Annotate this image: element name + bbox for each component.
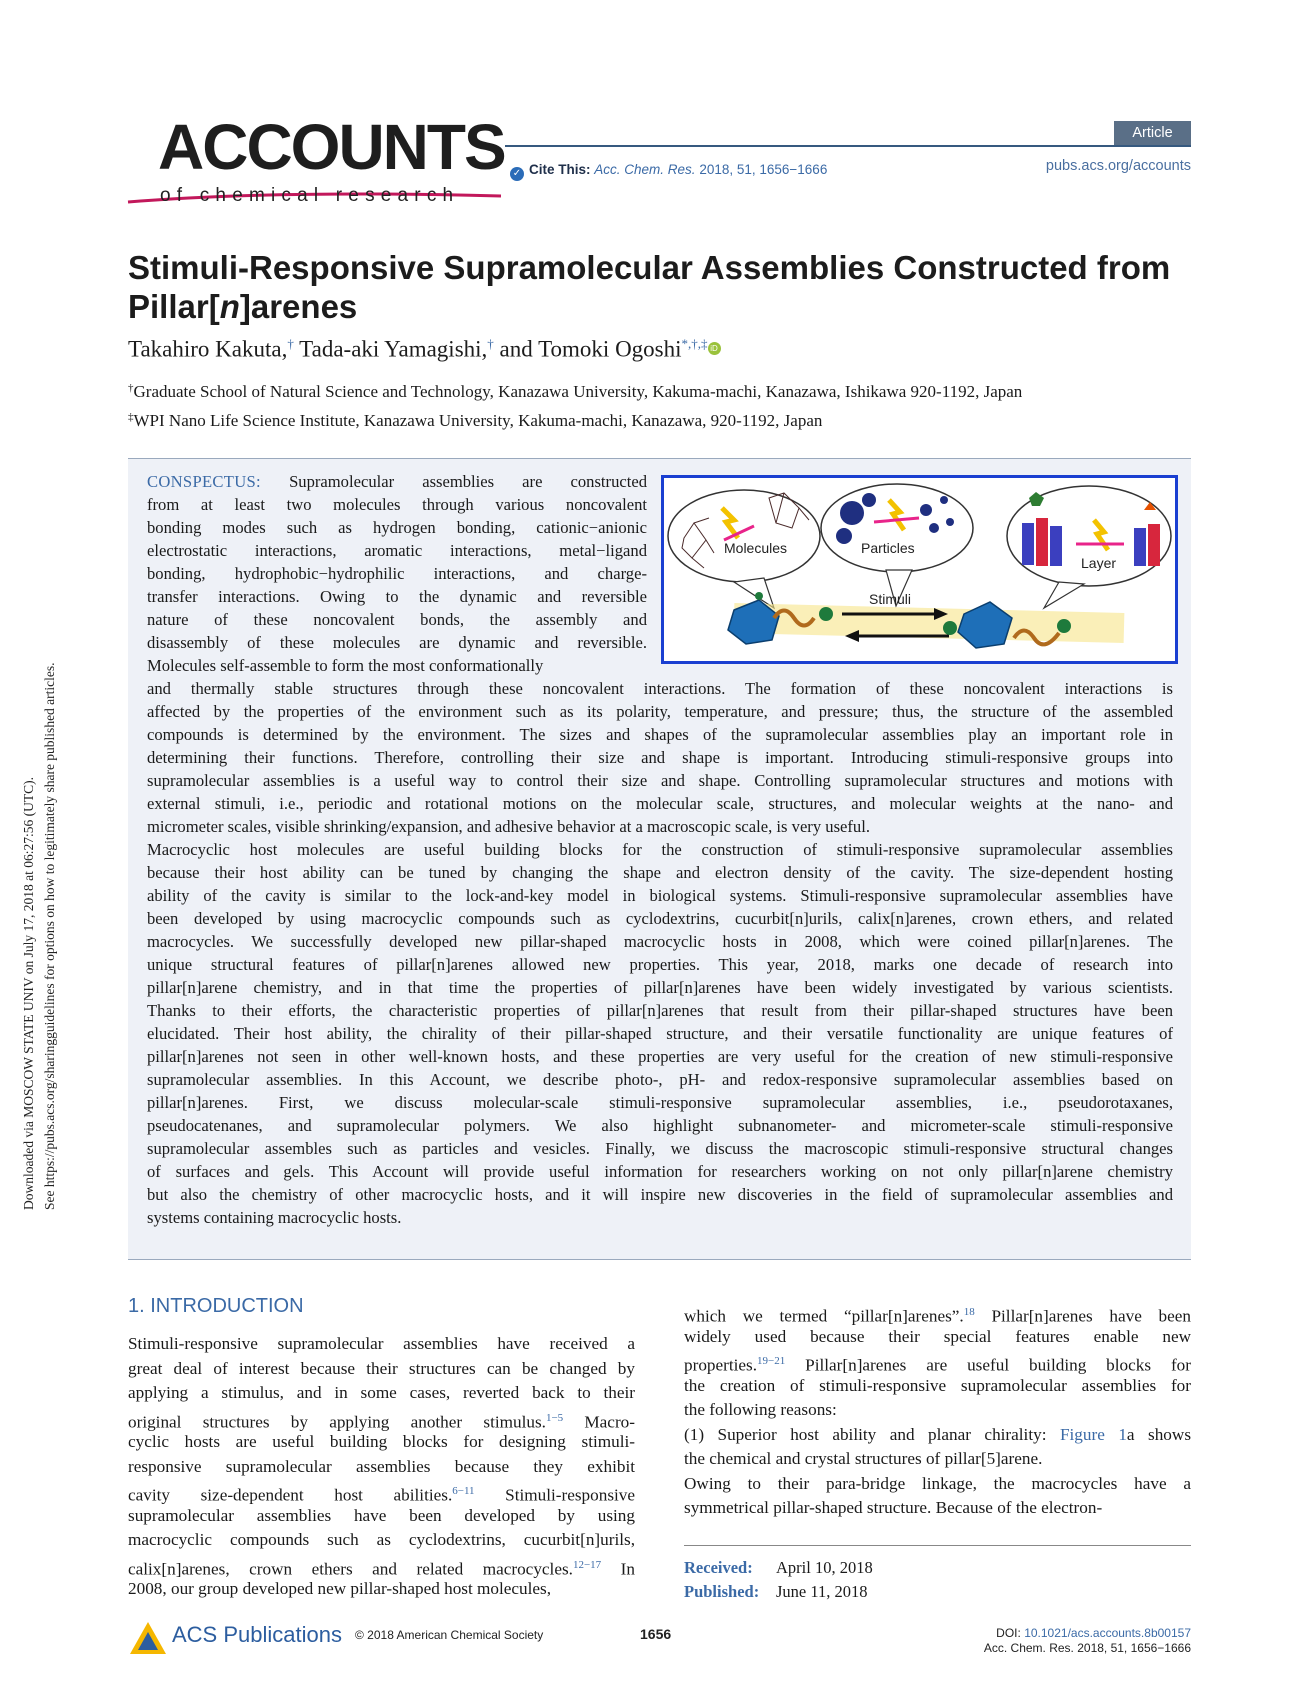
citation-reference[interactable]: 6−11 [452,1485,475,1497]
toc-label-layer: Layer [1081,555,1117,571]
conspectus-line: CONSPECTUS: Supramolecular assemblies are constructed [147,472,648,491]
journal-logo-subtitle: of chemical research [160,185,460,206]
page-number: 1656 [640,1626,672,1642]
conspectus-line: from at least two molecules through various noncovalent [147,495,647,514]
intro-left-line: supramolecular assemblies have been developed by using [128,1505,635,1525]
author-3: and Tomoki Ogoshi [499,336,682,362]
conspectus-line: supramolecular assemblies is a useful way to control their size and shape. Controlling supramolecular structures and motions with [147,771,1173,790]
conspectus-line: external stimuli, i.e., periodic and rotational motions on the molecular scale, structures, and molecular weights at the nano- and [147,794,1173,813]
doi-block: DOI: 10.1021/acs.accounts.8b00157 Acc. Chem. Res. 2018, 51, 1656−1666 [983,1626,1191,1655]
check-icon: ✓ [510,167,524,181]
conspectus-line: macrocycles. We successfully developed new pillar-shaped macrocyclic hosts in 2008, which were coined pillar[n]arenes. The [147,932,1173,951]
conspectus-line: supramolecular assembles such as particles and vesicles. Finally, we discuss the macroscopic stimuli-responsive structural changes [147,1139,1173,1158]
author-1-mark: † [287,336,294,351]
conspectus-line: compounds is determined by the environment. The sizes and shapes of the supramolecular assemblies play an important role in [147,725,1173,744]
cite-this[interactable] [510,160,827,181]
intro-right-line: the following reasons: [684,1400,837,1419]
intro-right-line: Owing to their para-bridge linkage, the macrocycles have a [684,1473,1191,1493]
acs-publications-logo-text: ACS Publications [172,1622,342,1647]
citation-reference[interactable]: 12−17 [572,1558,602,1571]
conspectus-line: but also the chemistry of other macrocyclic hosts, and it will inspire new discoveries in the field of supramolecular assemblies and [147,1185,1173,1204]
intro-left-line: original structures by applying another stimulus.$^{1-5}$ Macro- [128,1411,635,1432]
article-type-badge: Article [1114,121,1191,145]
intro-left-line: cavity size-dependent host abilities.$^{6-11}$ Stimuli-responsive [128,1485,636,1505]
intro-left-line: Stimuli-responsive supramolecular assemblies have received a [128,1334,635,1353]
conspectus-line: Molecules self-assemble to form the most conformationally [147,656,544,675]
intro-left-line: great deal of interest because their structures can be changed by [128,1358,635,1378]
journal-reference: Acc. Chem. Res. 2018, 51, 1656−1666 [983,1641,1191,1655]
title-line-2: Pillar[n]arenes [128,288,358,325]
author-3-mark: *,†,‡ [681,336,708,351]
doi-link[interactable]: 10.1021/acs.accounts.8b00157 [1024,1626,1191,1640]
citation-reference[interactable]: 1−5 [545,1411,564,1424]
conspectus-line: micrometer scales, visible shrinking/expansion, and adhesive behavior at a macroscopic scale, is very useful. [147,817,870,836]
conspectus-line: of surfaces and gels. This Account will provide useful information for researchers working on not only pillar[n]arene chemistry [147,1162,1173,1181]
conspectus-line: pseudocatenanes, and supramolecular polymers. We also highlight subnanometer- and micrometer-scale stimuli-responsive [147,1116,1173,1135]
conspectus-line: supramolecular assemblies. In this Account, we describe photo-, pH- and redox-responsive supramolecular assemblies based on [147,1070,1173,1089]
acs-logo-icon [128,1620,168,1660]
intro-right-line: widely used because their special features enable new [684,1326,1191,1346]
conspectus-line: pillar[n]arenes not seen in other well-known hosts, and these properties are very useful for the creation of new stimuli-responsive [147,1047,1173,1066]
toc-graphic [661,475,1178,664]
intro-left-line: 2008, our group developed new pillar-shaped host molecules, [128,1579,552,1598]
conspectus-lead: CONSPECTUS: [147,472,261,491]
published-date-row: Published: June 11, 2018 [684,1582,868,1601]
toc-label-stimuli: Stimuli [869,591,912,607]
conspectus-line: because their host ability can be tuned by changing the shape and electron density of the cavity. The size-dependent hosting [147,863,1173,882]
article-title [128,248,1188,326]
author-list [128,336,721,363]
conspectus-line: nature of these noncovalent bonds, the assembly and [147,610,647,629]
conspectus-line: Macrocyclic host molecules are useful building blocks for the construction of stimuli-responsive supramolecular assemblies [147,840,1173,859]
conspectus-line: been developed by using macrocyclic compounds such as cyclodextrins, cucurbit[n]urils, calix[n]arenes, crown ethers, and related [147,909,1173,928]
intro-right-line: properties.$^{19-21}$ Pillar[n]arenes are useful building blocks for [684,1355,1191,1375]
received-date-row: Received: April 10, 2018 [684,1558,873,1577]
header-rule [505,145,1191,147]
conspectus-line: Thanks to their efforts, the characteristic properties of pillar[n]arenes that result from their pillar-shaped structures have been [147,1001,1173,1020]
conspectus-line: bonding, hydrophobic−hydrophilic interactions, and charge- [147,564,647,583]
conspectus-line: pillar[n]arene chemistry, and in that time the properties of pillar[n]arenes have been widely investigated by various scientists. [147,978,1173,997]
orcid-icon[interactable]: iD [708,342,721,355]
cite-label: Cite This: [529,162,591,177]
cite-details: 2018, 51, 1656−1666 [699,162,828,177]
conspectus-line: bonding modes such as hydrogen bonding, cationic−anionic [147,518,647,537]
conspectus-line: elucidated. Their host ability, the chirality of their pillar-shaped structure, and their versatile functionality are unique features of [147,1024,1173,1043]
citation-reference[interactable]: 19−21 [757,1355,786,1367]
conspectus-line: determining their functions. Therefore, controlling their size and shape is important. Introducing stimuli-responsive groups into [147,748,1173,767]
intro-left-line: calix[n]arenes, crown ethers and related macrocycles.$^{12-17}$ In [128,1558,635,1579]
affiliation-2: ‡WPI Nano Life Science Institute, Kanazawa University, Kakuma-machi, Kanazawa, 920-1192, Japan [128,411,823,430]
conspectus-line: pillar[n]arenes. First, we discuss molecular-scale stimuli-responsive supramolecular assemblies, i.e., pseudorotaxanes, [147,1093,1173,1112]
intro-left-line: macrocyclic compounds such as cyclodextrins, cucurbit[n]urils, [128,1530,635,1549]
author-2: Tada-aki Yamagishi, [299,336,488,362]
citation-reference[interactable]: 18 [963,1306,975,1318]
conspectus-line: systems containing macrocyclic hosts. [147,1208,402,1227]
title-line-1: Stimuli-Responsive Supramolecular Assemblies Constructed from [128,249,1171,286]
conspectus-line: electrostatic interactions, aromatic interactions, metal−ligand [147,541,647,560]
download-note-line1: Downloaded via MOSCOW STATE UNIV on July 17, 2018 at 06:27:56 (UTC). [21,776,36,1210]
conspectus-line: and thermally stable structures through these noncovalent interactions. The formation of these noncovalent interactions is [147,679,1173,698]
author-2-mark: † [487,336,494,351]
conspectus-line: disassembly of these molecules are dynamic and reversible. [147,633,647,652]
intro-left-line: responsive supramolecular assemblies because they exhibit [128,1456,635,1476]
affiliation-1: †Graduate School of Natural Science and Technology, Kanazawa University, Kakuma-machi, Kanazawa, Ishikawa 920-1192, Japan [128,382,1023,401]
figure-reference-link[interactable]: Figure 1 [1059,1424,1127,1444]
intro-right-line: the chemical and crystal structures of pillar[5]arene. [684,1449,1043,1468]
intro-right-line: the creation of stimuli-responsive supramolecular assemblies for [684,1375,1191,1395]
copyright: © 2018 American Chemical Society [355,1628,544,1642]
intro-right-line: which we termed “pillar[n]arenes”.$^{18}$ Pillar[n]arenes have been [684,1306,1191,1326]
journal-logo-word: ACCOUNTS [158,111,505,183]
received-rule [684,1545,1191,1546]
intro-right-line: symmetrical pillar-shaped structure. Because of the electron- [684,1498,1103,1517]
intro-left-line: applying a stimulus, and in some cases, reverted back to their [128,1383,635,1402]
conspectus-line: transfer interactions. Owing to the dynamic and reversible [147,587,647,606]
journal-url-link[interactable]: pubs.acs.org/accounts [1045,158,1191,174]
download-note [18,490,60,1210]
conspectus-line: ability of the cavity is similar to the lock-and-key model in biological systems. Stimuli-responsive supramolecular assemblies have [147,886,1173,905]
download-note-line2: See https://pubs.acs.org/sharingguidelines for options on how to legitimately share published articles. [42,662,57,1210]
conspectus-line: unique structural features of pillar[n]arenes allowed new properties. This year, 2018, marks one decade of research into [147,955,1173,974]
cite-journal: Acc. Chem. Res. [594,162,696,177]
toc-label-particles: Particles [861,540,915,556]
conspectus-line: affected by the properties of the environment such as its polarity, temperature, and pressure; thus, the structure of the assembled [147,702,1173,721]
intro-right-line: (1) Superior host ability and planar chirality: Figure 1a shows [684,1424,1192,1444]
intro-left-line: cyclic hosts are useful building blocks for designing stimuli- [128,1432,635,1451]
author-1: Takahiro Kakuta, [128,336,288,362]
toc-label-molecules: Molecules [724,540,788,556]
section-heading-introduction: 1. INTRODUCTION [128,1295,304,1317]
